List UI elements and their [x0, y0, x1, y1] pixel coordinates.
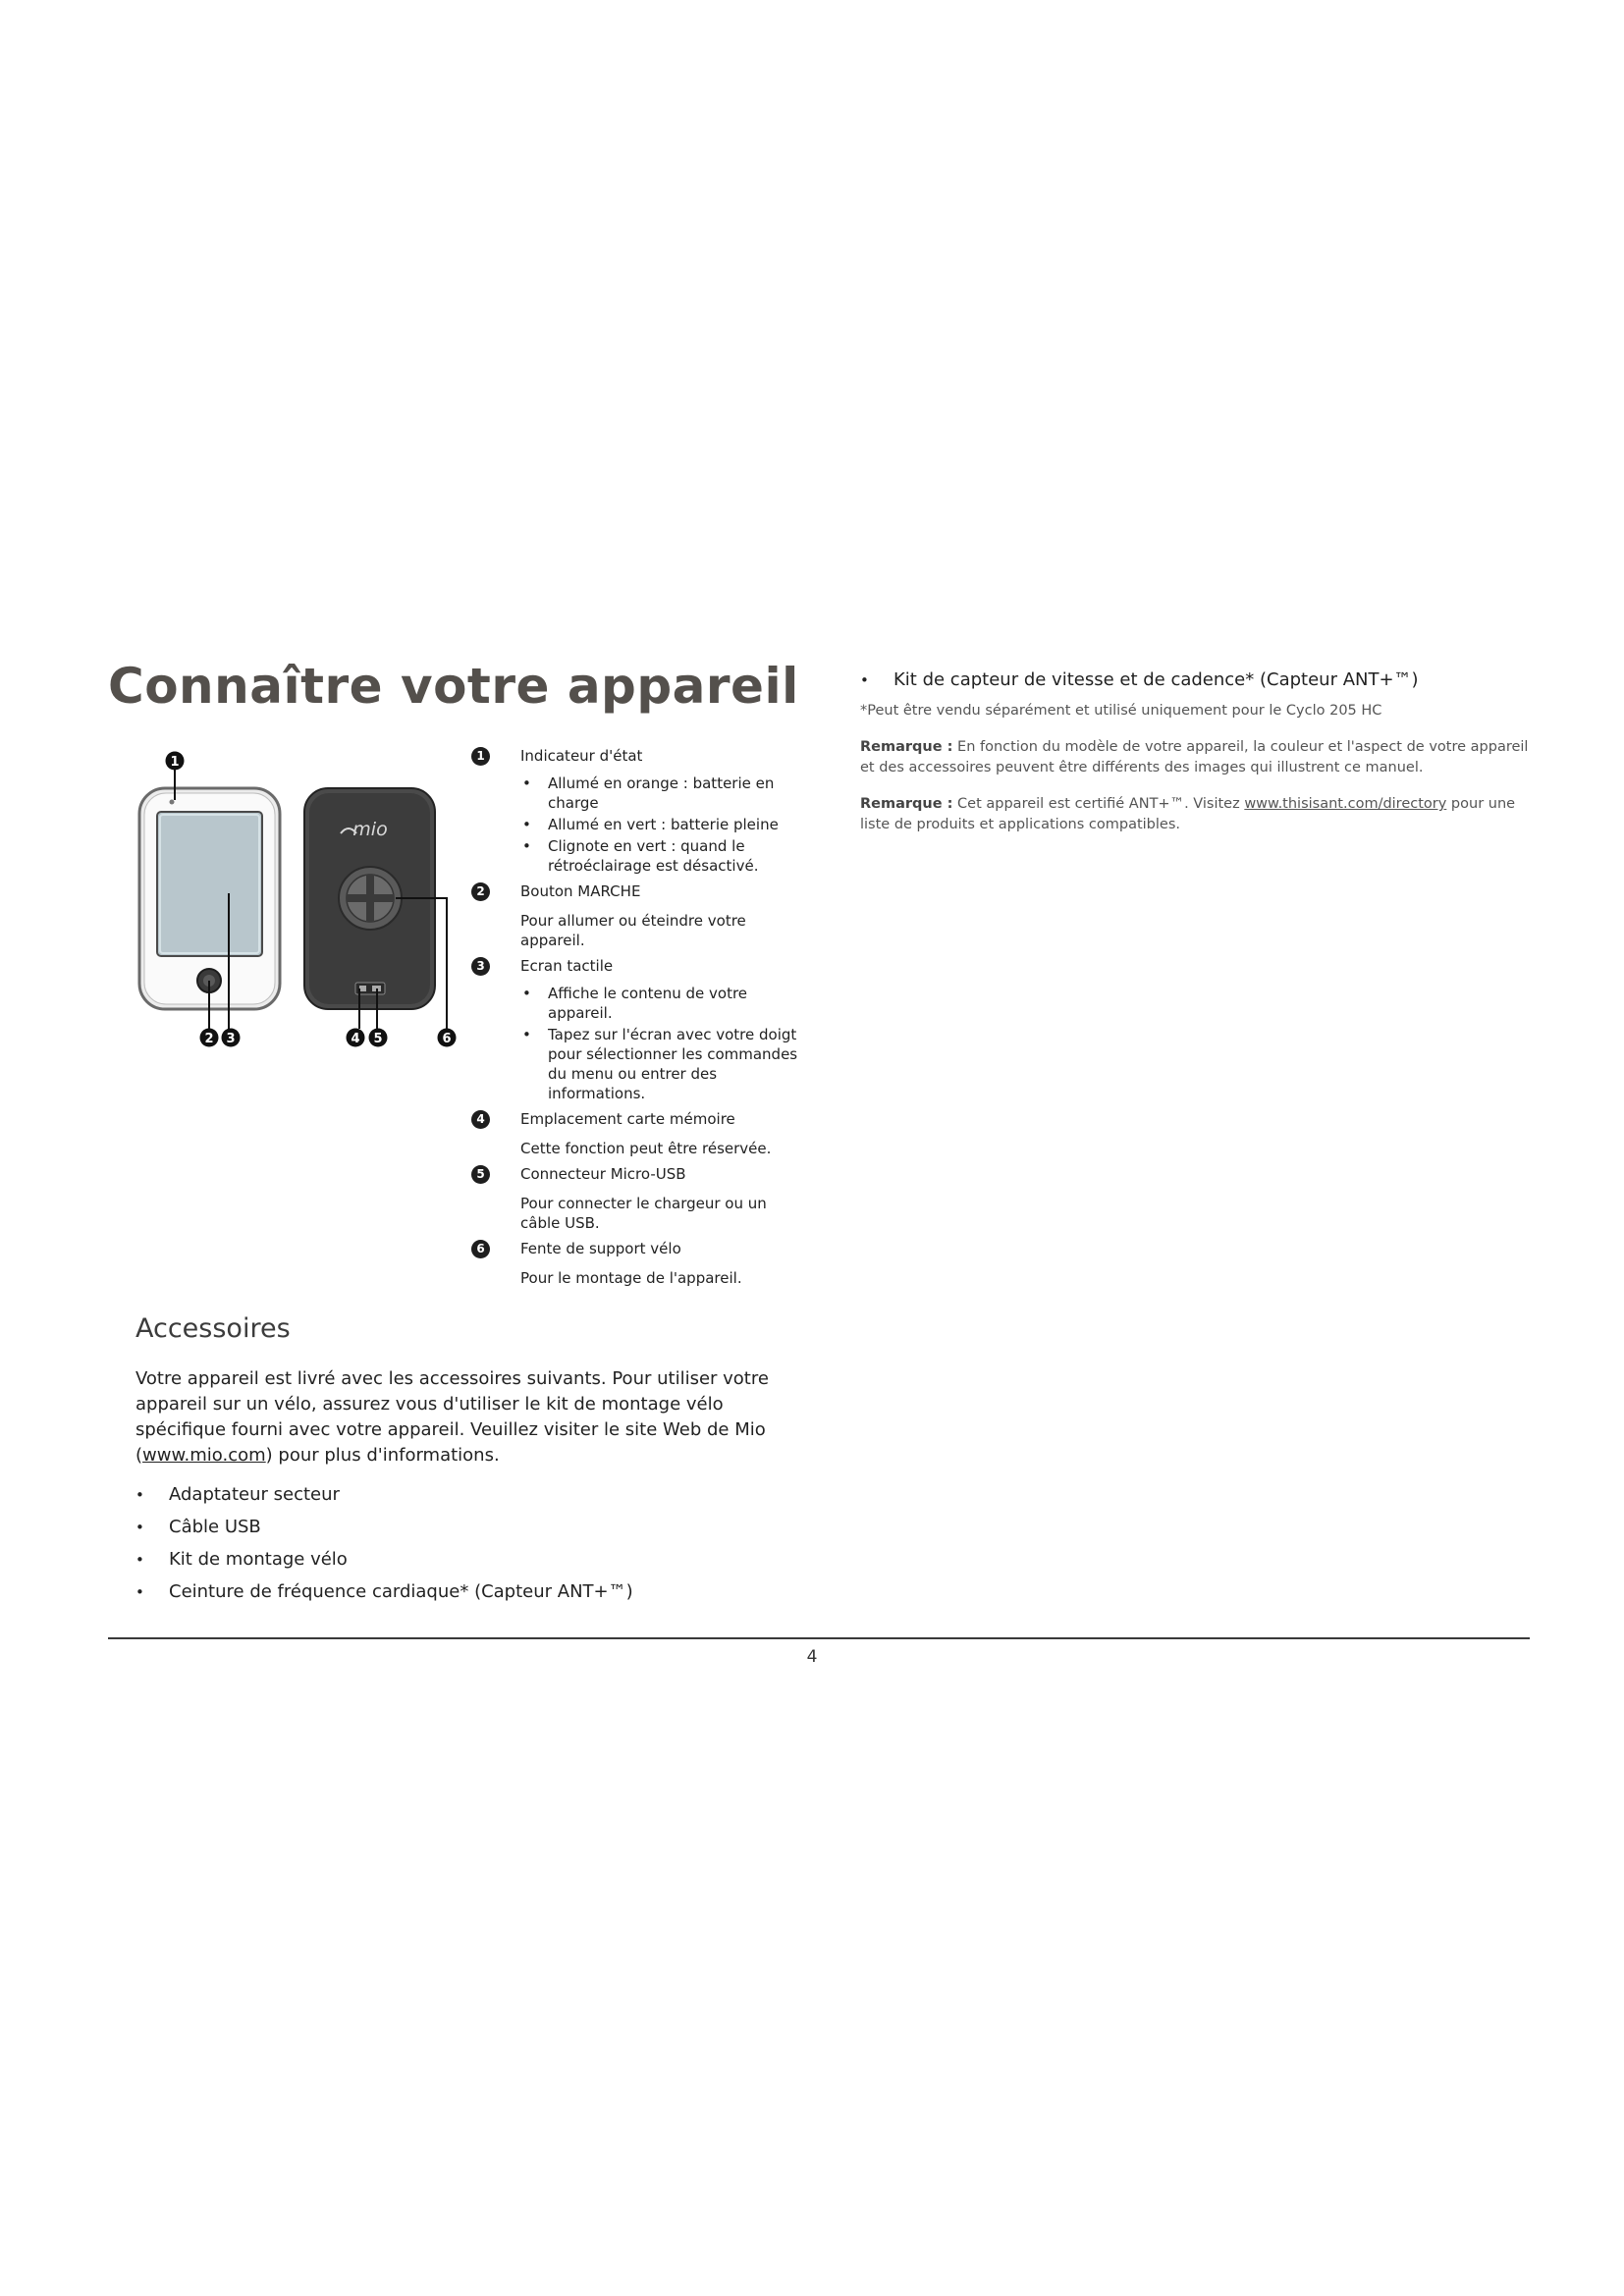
number-badge: 5 — [471, 1165, 490, 1184]
device-illustration — [123, 741, 471, 1055]
component-item-bike-mount-slot — [469, 1239, 803, 1288]
intro-text-end: ) pour plus d'informations. — [265, 1445, 500, 1466]
component-title: Bouton MARCHE — [520, 882, 641, 900]
svg-text:2: 2 — [204, 1032, 214, 1046]
number-badge: 1 — [471, 747, 490, 766]
component-title: Emplacement carte mémoire — [520, 1110, 735, 1128]
component-description: Pour allumer ou éteindre votre appareil. — [520, 912, 746, 949]
remark-label: Remarque : — [860, 796, 953, 812]
footnote: *Peut être vendu séparément et utilisé uniquement pour le Cyclo 205 HC — [860, 703, 1382, 719]
remark-label: Remarque : — [860, 739, 953, 755]
component-item-memory-card-slot — [469, 1109, 803, 1158]
callout-2 — [200, 1029, 219, 1047]
component-list — [469, 746, 803, 1294]
number-badge: 3 — [471, 957, 490, 976]
device-figure — [123, 741, 471, 1055]
callout-3 — [222, 1029, 241, 1047]
component-description: Cette fonction peut être réservée. — [520, 1140, 772, 1157]
list-item: • Allumé en vert : batterie pleine — [520, 815, 803, 834]
section-heading-accessories: Accessoires — [135, 1313, 291, 1344]
page-number: 4 — [806, 1647, 818, 1667]
component-title: Indicateur d'état — [520, 747, 643, 765]
svg-text:4: 4 — [351, 1032, 360, 1046]
list-item: • Tapez sur l'écran avec votre doigt pour sélectionner les commandes du menu ou entrer des informations. — [520, 1025, 803, 1103]
component-item-status-indicator — [469, 746, 803, 876]
list-item: • Adaptateur secteur — [135, 1482, 813, 1508]
right-column — [860, 667, 1538, 851]
svg-text:3: 3 — [226, 1032, 236, 1046]
accessories-intro — [135, 1366, 813, 1468]
remark-text: Cet appareil est certifié ANT+™. Visitez — [952, 796, 1245, 812]
list-item: • Affiche le contenu de votre appareil. — [520, 984, 803, 1023]
component-item-touchscreen — [469, 956, 803, 1103]
list-item: • Câble USB — [135, 1515, 813, 1540]
svg-text:5: 5 — [373, 1032, 383, 1046]
page-title: Connaître votre appareil — [108, 658, 799, 715]
accessories-list — [135, 1482, 813, 1612]
remark-appearance — [860, 737, 1538, 778]
list-item-speed-cadence-kit: • Kit de capteur de vitesse et de cadence* (Capteur ANT+™) — [860, 667, 1538, 693]
component-title: Fente de support vélo — [520, 1240, 681, 1257]
thisisant-link[interactable]: www.thisisant.com/directory — [1244, 796, 1447, 812]
callout-6 — [438, 1029, 457, 1047]
intro-text: Votre appareil est livré avec les accessoires suivants. Pour utiliser votre appareil sur un vélo, assurez vous d'utiliser le kit de montage vélo spécifique fourni avec votre appareil. Veuillez visiter le site Web de Mio ( — [135, 1368, 769, 1466]
list-item: • Clignote en vert : quand le rétroéclairage est désactivé. — [520, 836, 803, 876]
mio-website-link[interactable]: www.mio.com — [142, 1445, 266, 1466]
number-badge: 2 — [471, 882, 490, 901]
component-description: Pour le montage de l'appareil. — [520, 1269, 742, 1287]
component-title: Connecteur Micro-USB — [520, 1165, 686, 1183]
device-front — [139, 788, 280, 1009]
remark-text: En fonction du modèle de votre appareil, la couleur et l'aspect de votre appareil et des accessoires peuvent être différents des images qui illustrent ce manuel. — [860, 739, 1529, 775]
component-item-power-button — [469, 881, 803, 950]
footer-divider — [108, 1637, 1530, 1639]
component-title: Ecran tactile — [520, 957, 614, 975]
callout-4 — [347, 1029, 365, 1047]
list-item: • Kit de montage vélo — [135, 1547, 813, 1573]
svg-text:6: 6 — [442, 1032, 452, 1046]
remark-text-end: pour une liste de produits et applications compatibles. — [860, 796, 1516, 832]
svg-text:1: 1 — [170, 755, 180, 770]
callout-1 — [166, 752, 185, 771]
component-item-micro-usb — [469, 1164, 803, 1233]
mio-logo: mio — [352, 819, 388, 840]
list-item: • Allumé en orange : batterie en charge — [520, 774, 803, 813]
list-item: • Ceinture de fréquence cardiaque* (Capteur ANT+™) — [135, 1579, 813, 1605]
callout-5 — [369, 1029, 388, 1047]
component-bullets — [520, 774, 803, 876]
remark-ant-certified — [860, 794, 1538, 835]
number-badge: 4 — [471, 1110, 490, 1129]
component-description: Pour connecter le chargeur ou un câble USB. — [520, 1195, 767, 1232]
number-badge: 6 — [471, 1240, 490, 1258]
component-bullets — [520, 984, 803, 1103]
